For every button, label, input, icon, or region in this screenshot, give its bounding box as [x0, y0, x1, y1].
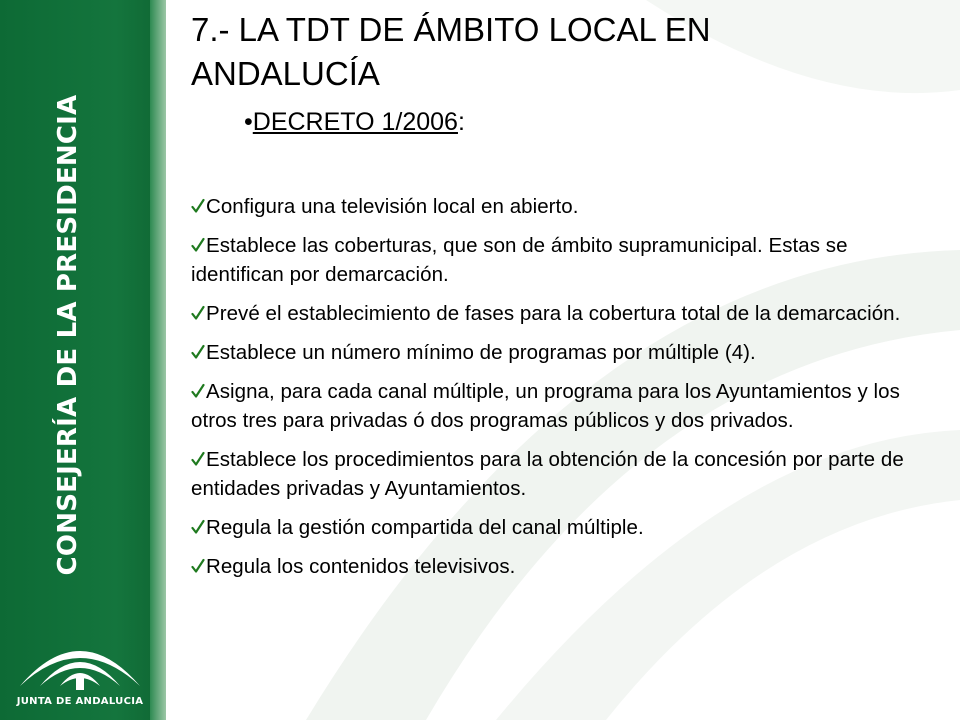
check-mark-icon [191, 558, 205, 574]
subtitle-colon: : [457, 108, 465, 136]
list-item [191, 299, 941, 328]
list-item [191, 513, 941, 542]
check-mark-icon [191, 383, 205, 399]
list-item [191, 445, 941, 503]
subtitle-decree: DECRETO 1/2006 [252, 108, 458, 136]
check-mark-icon [191, 519, 205, 535]
list-item-text: Establece los procedimientos para la obtención de la concesión por parte de entidades privadas y Ayuntamientos. [191, 448, 904, 500]
list-item-text: Configura una televisión local en abierto. [206, 195, 579, 218]
sidebar-vertical-title: CONSEJERÍA DE LA PRESIDENCIA [53, 94, 83, 576]
check-mark-icon [191, 451, 205, 467]
list-item [191, 338, 941, 367]
sidebar [0, 0, 166, 720]
check-mark-icon [191, 344, 205, 360]
check-mark-icon [191, 237, 205, 253]
list-item [191, 552, 941, 581]
logo-text: JUNTA DE ANDALUCIA [16, 696, 144, 707]
subtitle-bullet: • [244, 108, 253, 136]
junta-andalucia-logo [10, 618, 150, 713]
check-mark-icon [191, 198, 205, 214]
list-item-text: Prevé el establecimiento de fases para la cobertura total de la demarcación. [206, 302, 901, 325]
list-item [191, 231, 941, 289]
list-item [191, 377, 941, 435]
list-item-text: Asigna, para cada canal múltiple, un programa para los Ayuntamientos y los otros tres para privadas ó dos programas públicos y dos privados. [191, 380, 900, 432]
list-item-text: Regula los contenidos televisivos. [206, 555, 516, 578]
list-item-text: Regula la gestión compartida del canal múltiple. [206, 516, 644, 539]
list-item-text: Establece las coberturas, que son de ámbito supramunicipal. Estas se identifican por demarcación. [191, 234, 848, 286]
junta-andalucia-arches-icon [10, 618, 150, 696]
slide-title: 7.- LA TDT DE ÁMBITO LOCAL EN ANDALUCÍA [191, 11, 711, 92]
list-item-text: Establece un número mínimo de programas por múltiple (4). [206, 341, 756, 364]
slide-subtitle [244, 105, 465, 139]
bullet-list [191, 192, 941, 591]
list-item [191, 192, 941, 221]
check-mark-icon [191, 305, 205, 321]
sidebar-stripe [150, 0, 166, 720]
